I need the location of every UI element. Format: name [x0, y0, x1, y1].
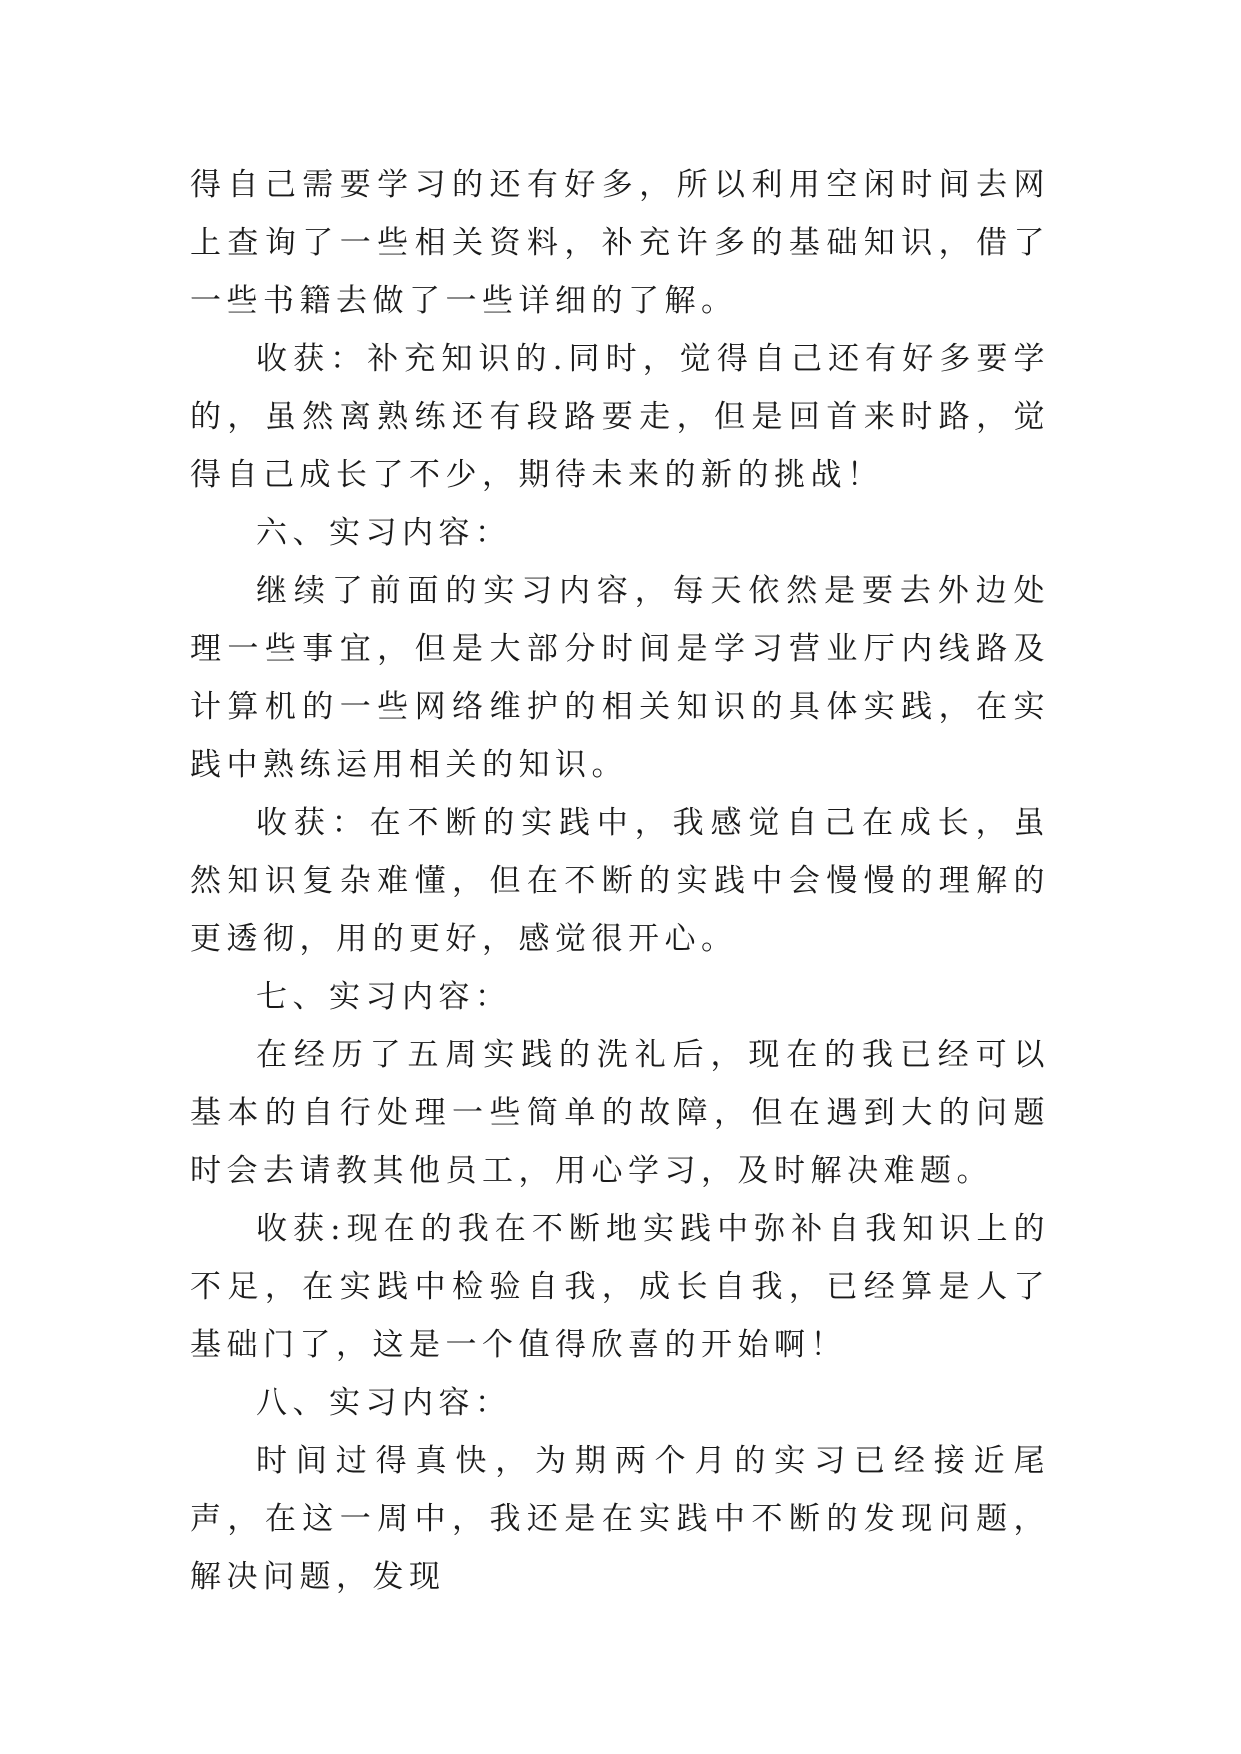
paragraph-5: 收获：在不断的实践中，我感觉自己在成长，虽然知识复杂难懂，但在不断的实践中会慢慢的理解的更透彻，用的更好，感觉很开心。	[190, 805, 1050, 957]
paragraph-7: 在经历了五周实践的洗礼后，现在的我已经可以基本的自行处理一些简单的故障，但在遇到大的问题时会去请教其他员工，用心学习，及时解决难题。	[190, 1037, 1050, 1189]
paragraph-2: 收获：补充知识的.同时，觉得自己还有好多要学的，虽然离熟练还有段路要走，但是回首来时路，觉得自己成长了不少，期待未来的新的挑战！	[190, 341, 1050, 493]
paragraph-1: 得自己需要学习的还有好多，所以利用空闲时间去网上查询了一些相关资料，补充许多的基础知识，借了一些书籍去做了一些详细的了解。	[190, 167, 1050, 319]
section-heading-7: 七、实习内容：	[256, 979, 512, 1015]
paragraph-8: 收获:现在的我在不断地实践中弥补自我知识上的不足，在实践中检验自我，成长自我，已经算是人了基础门了，这是一个值得欣喜的开始啊！	[190, 1211, 1050, 1363]
paragraph-4: 继续了前面的实习内容，每天依然是要去外边处理一些事宜，但是大部分时间是学习营业厅内线路及计算机的一些网络维护的相关知识的具体实践，在实践中熟练运用相关的知识。	[190, 573, 1050, 783]
section-heading-6: 六、实习内容：	[256, 515, 512, 551]
section-heading-8: 八、实习内容：	[256, 1385, 512, 1421]
paragraph-10: 时间过得真快，为期两个月的实习已经接近尾声，在这一周中，我还是在实践中不断的发现问题，解决问题，发现	[190, 1443, 1050, 1595]
document-body	[190, 156, 1050, 1606]
